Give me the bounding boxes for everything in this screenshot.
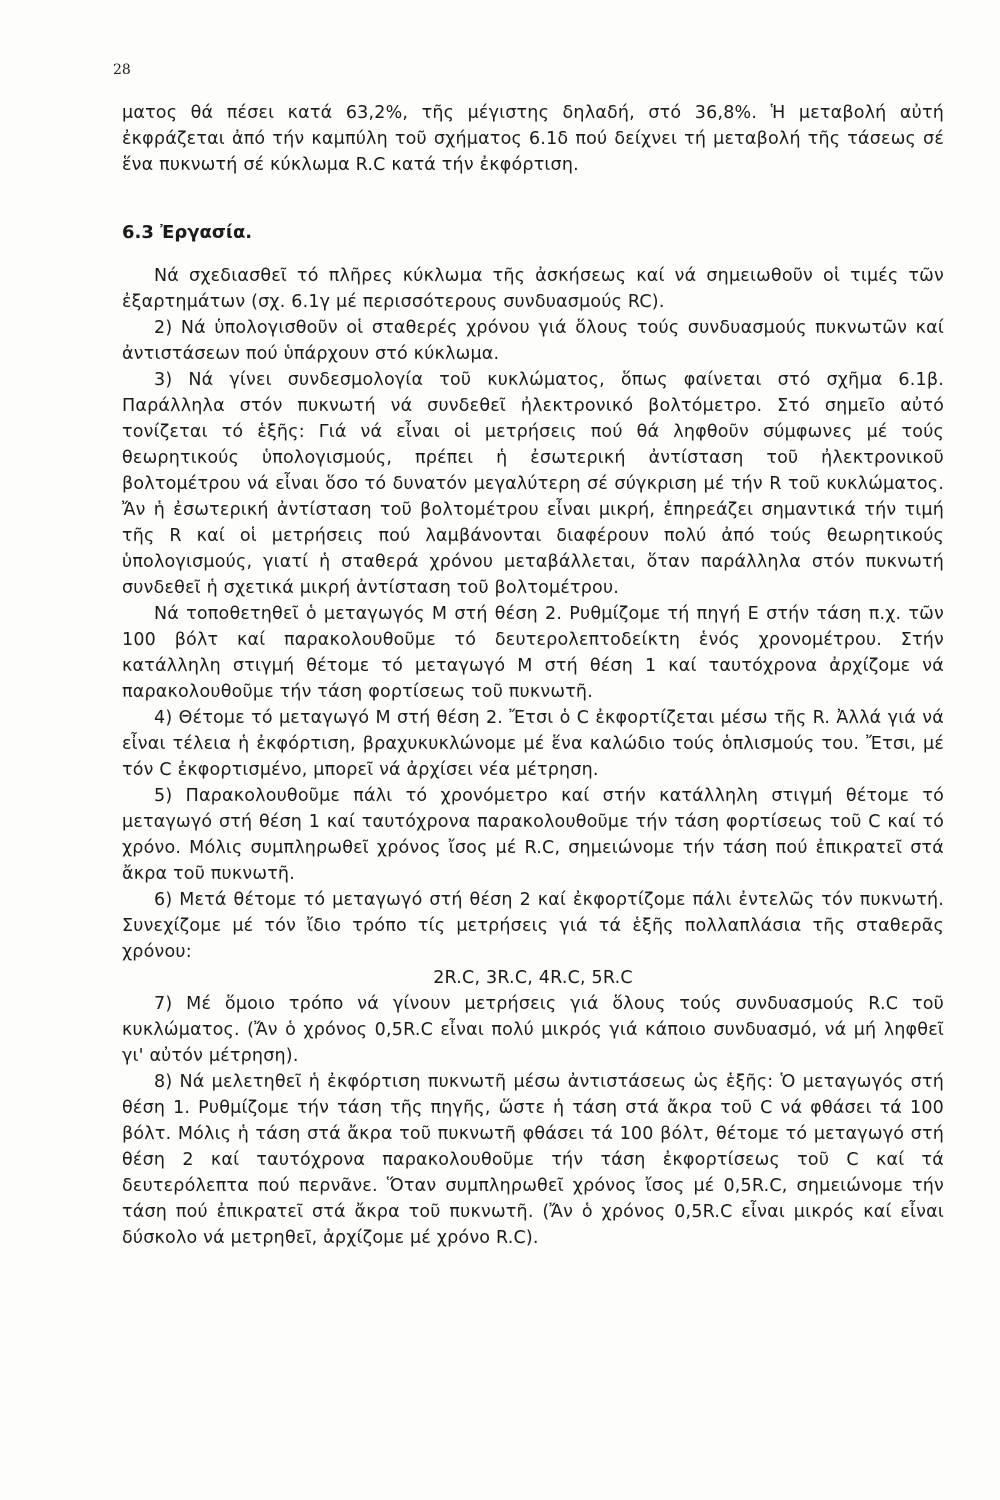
section-body (122, 263, 944, 1251)
paragraph-step-2: 2) Νά ὑπολογισθοῦν οἱ σταθερές χρόνου γιά ὅλους τούς συνδυασμούς πυκνωτῶν καί ἀντιστάσεων πού ὑπάρχουν στό κύκλωμα. (122, 318, 944, 364)
paragraph-step-6: 6) Μετά θέτομε τό μεταγωγό στή θέση 2 καί ἐκφορτίζομε πάλι ἐντελῶς τόν πυκνωτή. Συνεχίζομε μέ τόν ἴδιο τρόπο τίς μετρήσεις γιά τά ἑξῆς πολλαπλάσια τῆς σταθερᾶς χρόνου: (122, 890, 944, 962)
paragraph-step-5: 5) Παρακολουθοῦμε πάλι τό χρονόμετρο καί στήν κατάλληλη στιγμή θέτομε τό μεταγωγό στή θέση 1 καί ταυτόχρονα παρακολουθοῦμε τήν τάση φορτίσεως τοῦ C καί τό χρόνο. Μόλις συμπληρωθεῖ χρόνος ἴσος μέ R.C, σημειώνομε τήν τάση πού ἐπικρατεῖ στά ἄκρα τοῦ πυκνωτῆ. (122, 786, 944, 884)
paragraph-step-3-continued: Νά τοποθετηθεῖ ὁ μεταγωγός Μ στή θέση 2. Ρυθμίζομε τή πηγή Ε στήν τάση π.χ. τῶν 100 βόλτ καί παρακολουθοῦμε τό δευτερολεπτοδείκτη ἑνός χρονομέτρου. Στήν κατάλληλη στιγμή θέτομε τό μεταγωγό Μ στή θέση 1 καί ταυτόχρονα ἀρχίζομε νά παρακολουθοῦμε τήν τάση φορτίσεως τοῦ πυκνωτῆ. (122, 604, 944, 702)
formula-line: 2R.C, 3R.C, 4R.C, 5R.C (433, 968, 633, 988)
section-heading: 6.3 Ἐργασία. (122, 222, 253, 243)
paragraph-step-7: 7) Μέ ὅμοιο τρόπο νά γίνουν μετρήσεις γιά ὅλους τούς συνδυασμούς R.C τοῦ κυκλώματος. (Ἄν ὁ χρόνος 0,5R.C εἶναι πολύ μικρός γιά κάποιο συνδυασμό, νά μή ληφθεῖ γι' αὐτόν μέτρηση). (122, 994, 944, 1066)
intro-text (122, 100, 944, 178)
paragraph-step-4: 4) Θέτομε τό μεταγωγό Μ στή θέση 2. Ἔτσι ὁ C ἐκφορτίζεται μέσω τῆς R. Ἀλλά γιά νά εἶναι τέλεια ἡ ἐκφόρτιση, βραχυκυκλώνομε μέ ἕνα καλώδιο τούς ὁπλισμούς του. Ἔτσι, μέ τόν C ἐκφορτισμένο, μπορεῖ νά ἀρχίσει νέα μέτρηση. (122, 708, 944, 780)
paragraph-intro-step: Νά σχεδιασθεῖ τό πλῆρες κύκλωμα τῆς ἀσκήσεως καί νά σημειωθοῦν οἱ τιμές τῶν ἐξαρτημάτων (σχ. 6.1γ μέ περισσότερους συνδυασμούς RC). (122, 266, 944, 312)
page-number: 28 (113, 62, 131, 78)
paragraph-step-8: 8) Νά μελετηθεῖ ἡ ἐκφόρτιση πυκνωτῆ μέσω ἀντιστάσεως ὡς ἑξῆς: Ὁ μεταγωγός στή θέση 1. Ρυθμίζομε τήν τάση τῆς πηγῆς, ὥστε ἡ τάση στά ἄκρα τοῦ C νά φθάσει τά 100 βόλτ. Μόλις ἡ τάση στά ἄκρα τοῦ πυκνωτῆ φθάσει τά 100 βόλτ, θέτομε τό μεταγωγό στή θέση 2 καί ταυτόχρονα παρακολουθοῦμε τήν τάση ἐκφορτίσεως τοῦ C καί τά δευτερόλεπτα πού περνᾶνε. Ὅταν συμπληρωθεῖ χρόνος ἴσος μέ 0,5R.C, σημειώνομε τήν τάση πού ἐπικρατεῖ στά ἄκρα τοῦ πυκνωτῆ. (Ἄν ὁ χρόνος 0,5R.C εἶναι μικρός καί εἶναι δύσκολο νά μετρηθεῖ, ἀρχίζομε μέ χρόνο R.C). (122, 1072, 944, 1248)
paragraph-step-3: 3) Νά γίνει συνδεσμολογία τοῦ κυκλώματος, ὅπως φαίνεται στό σχῆμα 6.1β. Παράλληλα στόν πυκνωτή νά συνδεθεῖ ἠλεκτρονικό βολτόμετρο. Στό σημεῖο αὐτό τονίζεται τό ἑξῆς: Γιά νά εἶναι οἱ μετρήσεις πού θά ληφθοῦν σύμφωνες μέ τούς θεωρητικούς ὑπολογισμούς, πρέπει ἡ ἐσωτερική ἀντίσταση τοῦ ἠλεκτρονικοῦ βολτομέτρου νά εἶναι ὅσο τό δυνατόν μεγαλύτερη σέ σύγκριση μέ τήν R τοῦ κυκλώματος. Ἄν ἡ ἐσωτερική ἀντίσταση τοῦ βολτομέτρου εἶναι μικρή, ἐπηρεάζει σημαντικά τήν τιμή τῆς R καί οἱ μετρήσεις πού λαμβάνονται διαφέρουν πολύ ἀπό τούς θεωρητικούς ὑπολογισμούς, γιατί ἡ σταθερά χρόνου μεταβάλλεται, ὅταν παράλληλα στόν πυκνωτή συνδεθεῖ ἡ σχετικά μικρή ἀντίσταση τοῦ βολτομέτρου. (122, 370, 944, 598)
intro-paragraph: ματος θά πέσει κατά 63,2%, τῆς μέγιστης δηλαδή, στό 36,8%. Ἡ μεταβολή αὐτή ἐκφράζεται ἀπό τήν καμπύλη τοῦ σχήματος 6.1δ πού δείχνει τή μεταβολή τῆς τάσεως σέ ἕνα πυκνωτή σέ κύκλωμα R.C κατά τήν ἐκφόρτιση. (122, 103, 944, 175)
